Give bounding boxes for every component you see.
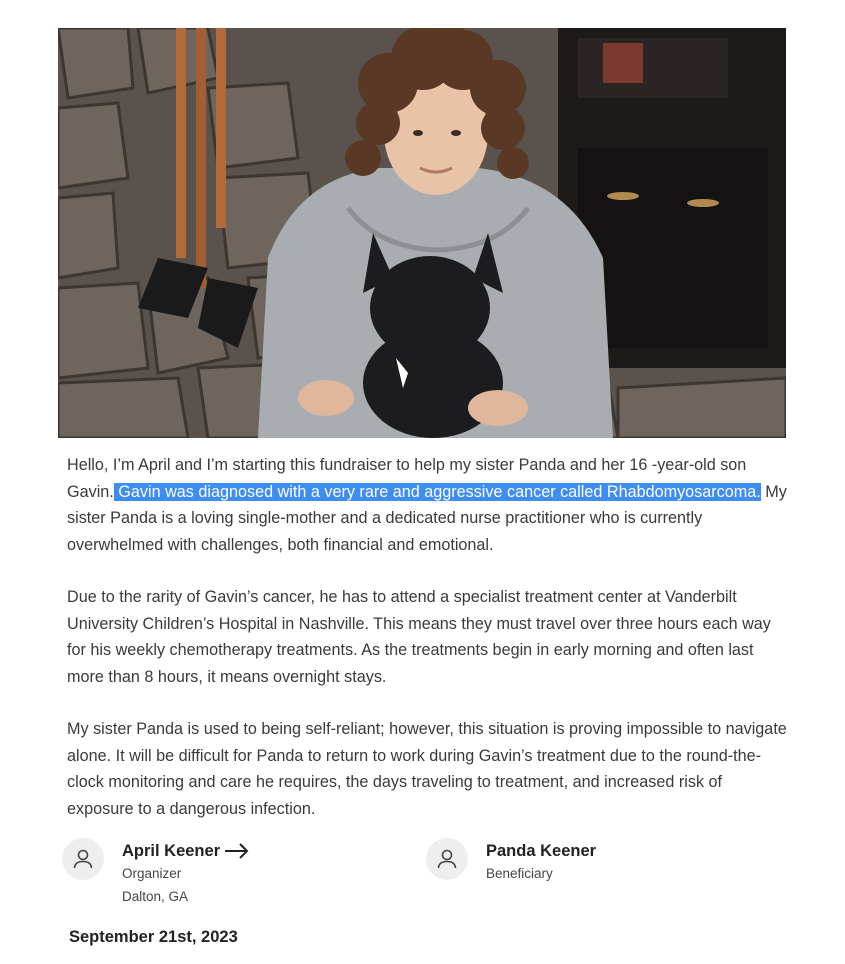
organizer-name[interactable]: April Keener (122, 840, 250, 862)
avatar (62, 838, 104, 880)
beneficiary-card (426, 838, 596, 885)
avatar (426, 838, 468, 880)
campaign-photo (58, 28, 786, 438)
highlighted-text: Gavin was diagnosed with a very rare and aggressive cancer called Rhabdomyosarcoma. (113, 482, 761, 501)
arrow-right-icon (224, 843, 250, 859)
beneficiary-role: Beneficiary (486, 866, 553, 881)
story-paragraph-2: Due to the rarity of Gavin’s cancer, he has to attend a specialist treatment center at Vanderbilt University Children’s Hospital in Nashville. This means they must travel over three hours each way for his weekly chemotherapy treatments. As the treatments begin in early morning and often last more than 8 hours, it means overnight stays. (67, 588, 771, 686)
campaign-date: September 21st, 2023 (69, 928, 238, 946)
story-paragraph-3: My sister Panda is used to being self-reliant; however, this situation is proving impossible to navigate alone. It will be difficult for Panda to return to work during Gavin’s treatment due to the round-the-clock monitoring and care he requires, the days traveling to treatment, and increased risk of exposure to a dangerous infection. (67, 720, 787, 818)
story-paragraph-1: Hello, I’m April and I’m starting this fundraiser to help my sister Panda and her 16 -year-old son Gavin. Gavin was diagnosed with a very rare and aggressive cancer called Rhabdomyosarcoma. My sister Panda is a loving single-mother and a dedicated nurse practitioner who is currently overwhelmed with challenges, both financial and emotional. (67, 456, 787, 554)
user-icon (435, 847, 459, 871)
beneficiary-name: Panda Keener (486, 842, 597, 860)
organizer-role: Organizer (122, 866, 182, 881)
user-icon (71, 847, 95, 871)
organizer-card[interactable] (62, 838, 250, 908)
people-section (62, 838, 762, 918)
organizer-location: Dalton, GA (122, 889, 189, 904)
story-text (67, 452, 787, 848)
